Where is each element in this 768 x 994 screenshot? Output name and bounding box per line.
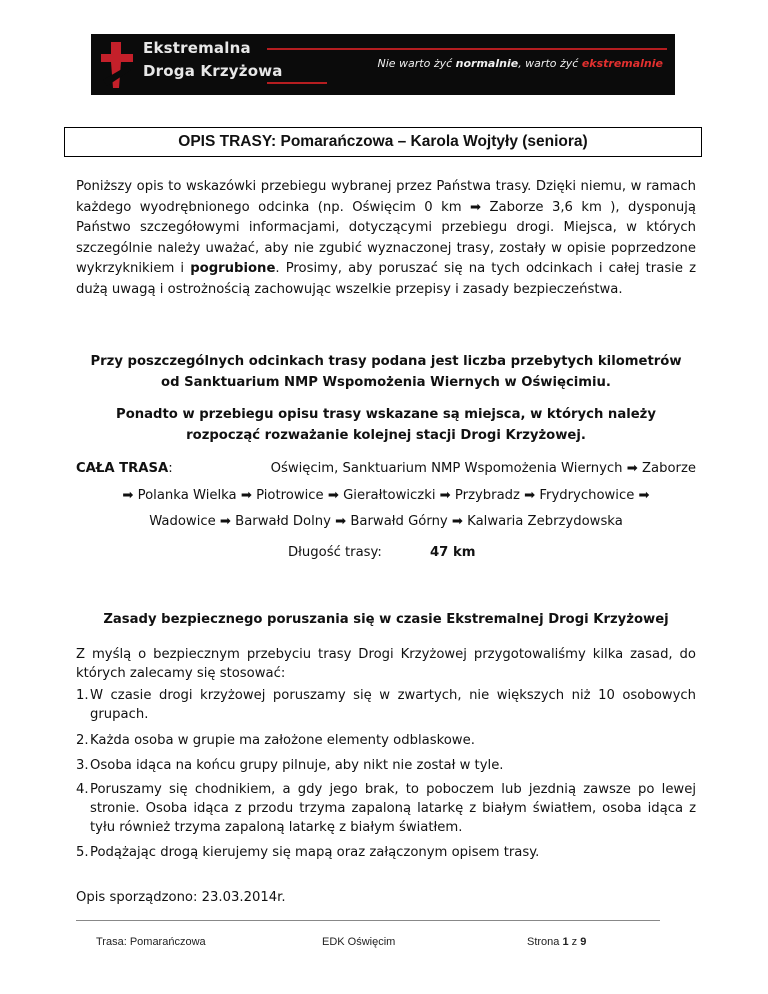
list-text: Podążając drogą kierujemy się mapą oraz załączonym opisem trasy. [90,845,540,860]
list-item [76,686,696,724]
page-number: 1 [562,936,569,948]
route-line-2: ➡ Polanka Wielka ➡ Piotrowice ➡ Gierałtowiczki ➡ Przybradz ➡ Frydrychowice ➡ [122,488,650,503]
page-title: OPIS TRASY: Pomarańczowa – Karola Wojtyły (seniora) [64,127,702,157]
list-item [76,756,696,775]
list-text: Każda osoba w grupie ma założone elementy odblaskowe. [90,733,475,748]
banner-motto [377,57,663,70]
intro-text: Poniższy opis to wskazówki przebiegu wybranej przez Państwa trasy. Dzięki niemu, w ramach każdego wyodrębnionego odcinka (np. Oświęcim 0 km ➡ Zaborze 3,6 km ), dysponują Państwo szczegółowymi informacjami, dotyczącymi przebiegu drogi. Miejsca, w których szczególnie należy uważać, aby nie zgubić wyznaczonej trasy, zostały w opisie poprzedzone wykrzyknikiem i [76,179,696,276]
route-label: CAŁA TRASA [76,461,169,476]
notice-stations: Ponadto w przebiegu opisu trasy wskazane są miejsca, w których należy rozpocząć rozważanie kolejnej stacji Drogi Krzyżowej. [116,407,656,443]
list-number: 1. [76,688,89,703]
cross-logo-icon [97,40,137,90]
intro-paragraph [76,177,696,300]
route-line-1 [76,459,696,479]
motto-prefix: Nie warto żyć [377,57,456,70]
banner-divider-short [267,82,327,84]
list-number: 3. [76,758,89,773]
list-text: W czasie drogi krzyżowej poruszamy się w zwartych, nie większych niż 10 osobowych grupach. [90,688,696,722]
logo-line-2: Droga Krzyżowa [143,62,283,80]
list-item [76,780,696,837]
page-prefix: Strona [527,936,563,948]
logo-line-1: Ekstremalna [143,39,251,57]
route-colon: : [168,461,173,476]
motto-normal: normalnie [455,57,519,70]
motto-extreme: ekstremalnie [581,57,663,70]
list-number: 2. [76,733,89,748]
list-text: Poruszamy się chodnikiem, a gdy jego brak, to poboczem lub jezdnią zawsze po lewej stronie. Osoba idąca z przodu trzyma zapaloną latarkę z białym światłem, osoba idąca z tyłu również trzyma zapaloną latarkę z białym światłem. [90,782,696,835]
route-text-1: Oświęcim, Sanktuarium NMP Wspomożenia Wiernych ➡ Zaborze [270,461,696,476]
route-line-3: Wadowice ➡ Barwałd Dolny ➡ Barwałd Górny ➡ Kalwaria Zebrzydowska [149,514,623,529]
list-number: 4. [76,782,89,797]
intro-text-end: . Prosimy, aby poruszać się na tych odcinkach i całej trasie z dużą uwagą i ostrożnością zachowując wszelkie przepisy i zasady bezpieczeństwa. [76,261,697,297]
motto-middle: , warto żyć [518,57,582,70]
list-number: 5. [76,845,89,860]
notice-kilometers: Przy poszczególnych odcinkach trasy podana jest liczba przebytych kilometrów od Sanktuarium NMP Wspomożenia Wiernych w Oświęcimiu. [90,354,682,390]
safety-intro: Z myślą o bezpiecznym przebyciu trasy Drogi Krzyżowej przygotowaliśmy kilka zasad, do których zalecamy się stosować: [76,647,696,681]
header-banner [91,34,675,95]
list-text: Osoba idąca na końcu grupy pilnuje, aby nikt nie został w tyle. [90,758,504,773]
prepared-date: Opis sporządzono: 23.03.2014r. [76,890,286,905]
list-item [76,843,696,862]
footer-divider [76,920,660,921]
footer-route: Trasa: Pomarańczowa [96,936,206,948]
intro-bold-word: pogrubione [190,261,276,276]
page-total: 9 [580,936,587,948]
footer-center: EDK Oświęcim [322,936,396,948]
length-value: 47 km [430,545,476,560]
footer-page [527,936,586,948]
page-of: z [568,936,581,948]
length-label: Długość trasy: [288,545,382,560]
list-item [76,731,696,750]
safety-heading: Zasady bezpiecznego poruszania się w czasie Ekstremalnej Drogi Krzyżowej [103,612,669,627]
banner-divider [267,48,667,50]
